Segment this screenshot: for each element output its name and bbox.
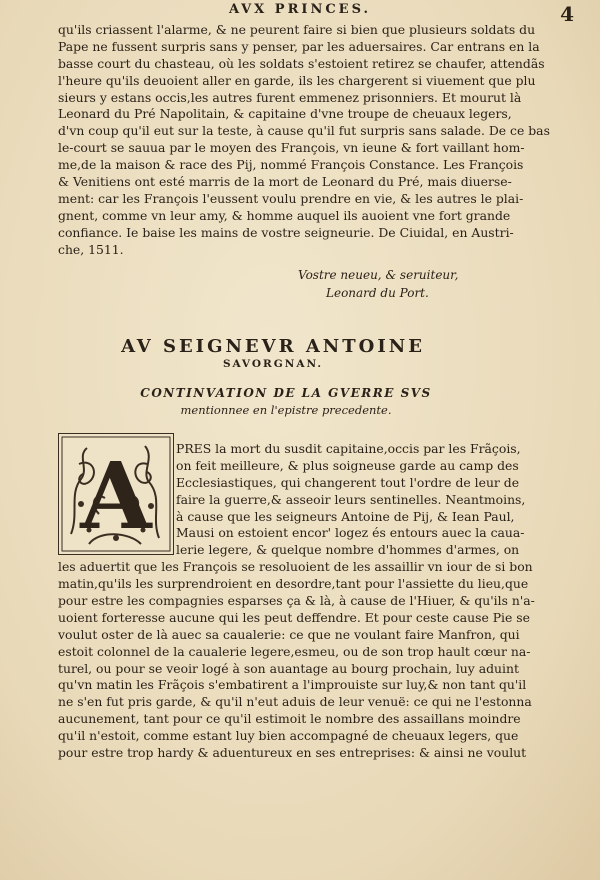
- text-line: aucunement, tant pour ce qu'il estimoit le nombre des assaillans moindre: [58, 711, 521, 727]
- text-line: faire la guerre,& asseoir leurs sentinelles. Neantmoins,: [176, 491, 526, 507]
- text-line: d'vn coup qu'il eut sur la teste, à cause qu'il fut surpris sans salade. De ce bas: [58, 123, 550, 139]
- text-line: qu'vn matin les Frãçois s'embatirent a l'improuiste sur luy,& non tant qu'il: [58, 677, 527, 693]
- text-line: estoit colonnel de la caualerie legere,esmeu, ou de son trop hault cœur na-: [58, 643, 531, 659]
- text-line: pour estre les compagnies esparses ça & là, à cause de l'Hiuer, & qu'ils n'a-: [58, 593, 535, 609]
- signature-name: Leonard du Port.: [326, 286, 429, 301]
- text-line: qu'ils criassent l'alarme, & ne peurent faire si bien que plusieurs soldats du: [58, 22, 536, 37]
- text-line: lerie legere, & quelque nombre d'hommes d'armes, on: [176, 542, 520, 558]
- text-line: gnent, comme vn leur amy, & homme auquel ils auoient vne fort grande: [58, 207, 511, 223]
- text-line: on feit meilleure, & plus soigneuse garde au camp des: [176, 457, 519, 473]
- text-line: qu'il n'estoit, comme estant luy bien accompagné de cheuaux legers, que: [58, 728, 519, 744]
- text-line: che, 1511.: [58, 241, 124, 257]
- text-line: ne s'en fut pris garde, & qu'il n'eut aduis de leur venuë: ce qui ne l'estonna: [58, 694, 532, 710]
- text-line: turel, ou pour se veoir logé à son auantage au bourg prochain, luy aduint: [58, 660, 519, 676]
- text-line: à cause que les seigneurs Antoine de Pij, & Iean Paul,: [176, 508, 515, 524]
- letter-text: [58, 22, 550, 302]
- text-line: l'heure qu'ils deuoient aller en garde, ils les chargerent si viuement que plu: [58, 72, 536, 88]
- text-line: les aduertit que les François se resoluoient de les assaillir vn iour de si bon: [58, 559, 533, 575]
- text-line: & Venitiens ont esté marris de la mort de Leonard du Pré, mais diuerse-: [58, 174, 512, 190]
- text-line: matin,qu'ils les surprendroient en desordre,tant pour l'assiette du lieu,que: [58, 576, 529, 592]
- text-line: le-court se sauua par le moyen des François, vn ieune & fort vaillant hom-: [58, 140, 525, 156]
- running-head: AVX PRINCES.: [228, 2, 372, 17]
- section-subtitle: SAVORGNAN.: [222, 358, 324, 370]
- body-text: [58, 441, 535, 762]
- text-line: confiance. Ie baise les mains de vostre seigneurie. De Ciuidal, en Austri-: [58, 224, 514, 240]
- signature-line: Vostre neueu, & seruiteur,: [298, 268, 459, 283]
- text-line: pour estre trop hardy & aduentureux en ses entreprises: & ainsi ne voulut: [58, 745, 527, 761]
- text-line: sieurs y estans occis,les autres furent emmenez prisonniers. Et mourut là: [58, 89, 522, 105]
- text-line: Mausi on estoient encor' logez és entours auec la caua-: [176, 525, 525, 541]
- section-title: AV SEIGNEVR ANTOINE: [121, 336, 425, 357]
- text-line: voulut oster de là auec sa caualerie: ce que ne voulant faire Manfron, qui: [58, 626, 520, 642]
- text-line: Leonard du Pré Napolitain, & capitaine d'vne troupe de cheuaux legers,: [58, 106, 512, 122]
- text-line: PRES la mort du susdit capitaine,occis par les Frãçois,: [176, 441, 521, 456]
- continuation-subtitle: mentionnee en l'epistre precedente.: [180, 403, 392, 417]
- text-line: uoient forteresse aucune qui les peut deffendre. Et pour ceste cause Pie se: [58, 609, 530, 625]
- text-line: Pape ne fussent surpris sans y penser, par les aduersaires. Car entrans en la: [58, 38, 540, 54]
- svg-text:A: A: [80, 442, 152, 550]
- continuation-title: CONTINVATION DE LA GVERRE SVS: [140, 386, 432, 400]
- text-line: basse court du chasteau, où les soldats s'estoient retirez se chaufer, attendãs: [58, 55, 545, 71]
- text-line: Ecclesiastiques, qui changerent tout l'ordre de leur de: [176, 474, 520, 490]
- text-line: ment: car les François l'eussent voulu prendre en vie, & les autres le plai-: [58, 190, 524, 206]
- text-line: me,de la maison & race des Pij, nommé François Constance. Les François: [58, 157, 524, 173]
- page-number: 4: [560, 2, 574, 26]
